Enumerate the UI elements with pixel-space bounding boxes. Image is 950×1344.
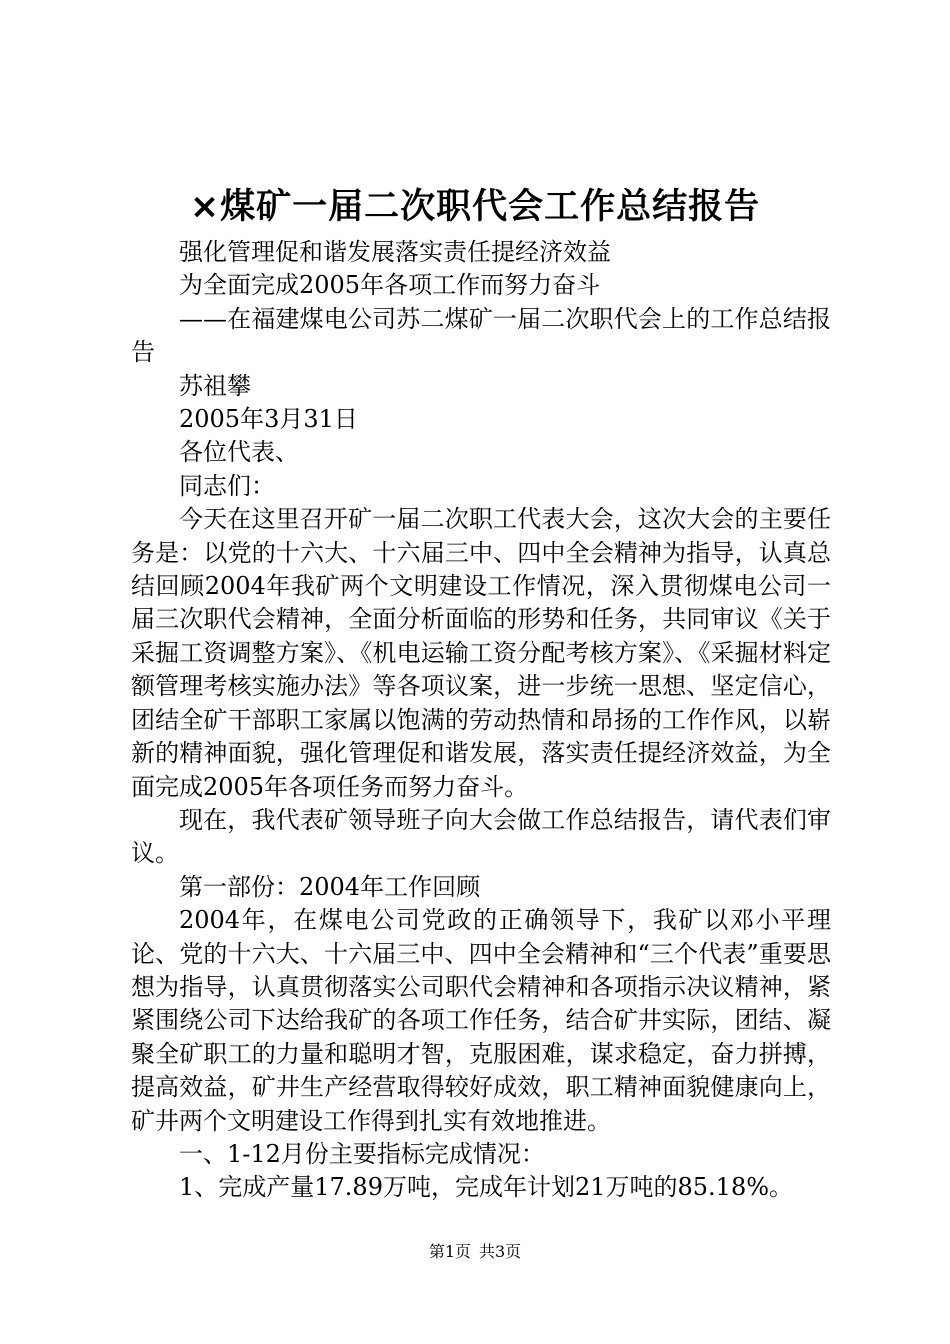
subtitle-line-3: ——在福建煤电公司苏二煤矿一届二次职代会上的工作总结报告 [131,304,831,367]
author-name: 苏祖攀 [179,371,251,400]
body-paragraph: 今天在这里召开矿一届二次职工代表大会，这次大会的主要任务是：以党的十六大、十六届三中、四中全会精神为指导，认真总结回顾2004年我矿两个文明建设工作情况，深入贯彻煤电公司一届三次职代会精神，全面分析面临的形势和任务，共同审议《关于采掘工资调整方案》、《机电运输工资分配考核方案》、《采掘材料定额管理考核实施办法》等各项议案，进一步统一思想、坚定信心，团结全矿干部职工家属以饱满的劳动热情和昂扬的工作作风，以崭新的精神面貌，强化管理促和谐发展，落实责任提经济效益，为全面完成2005年各项任务而努力奋斗。 [131,505,831,801]
subtitle-line-1: 强化管理促和谐发展落实责任提经济效益 [179,238,611,266]
body-paragraph: 现在，我代表矿领导班子向大会做工作总结报告，请代表们审议。 [131,805,831,868]
page-number: 第1页 [428,1242,471,1261]
salutation-comrades: 同志们： [179,471,275,500]
report-date: 2005年3月31日 [179,405,358,434]
list-item: 1、完成产量17.89万吨，完成年计划21万吨的85.18%。 [179,1173,794,1202]
subsection-heading: 一、1-12月份主要指标完成情况： [179,1139,545,1168]
document-title: ×煤矿一届二次职代会工作总结报告 [189,187,761,227]
page-total: 共3页 [479,1242,522,1261]
document-body [131,236,831,1205]
page-footer [0,1240,950,1264]
salutation-representatives: 各位代表、 [179,438,299,467]
subtitle-line-2: 为全面完成2005年各项工作而努力奋斗 [179,271,601,300]
body-paragraph: 2004年，在煤电公司党政的正确领导下，我矿以邓小平理论、党的十六大、十六届三中、四中全会精神和“三个代表”重要思想为指导，认真贯彻落实公司职代会精神和各项指示决议精神，紧紧围绕公司下达给我矿的各项工作任务，结合矿井实际，团结、凝聚全矿职工的力量和聪明才智，克服困难，谋求稳定，奋力拼搏，提高效益，矿井生产经营取得较好成效，职工精神面貌健康向上，矿井两个文明建设工作得到扎实有效地推进。 [131,906,831,1135]
section-heading: 第一部份：2004年工作回顾 [179,872,481,901]
